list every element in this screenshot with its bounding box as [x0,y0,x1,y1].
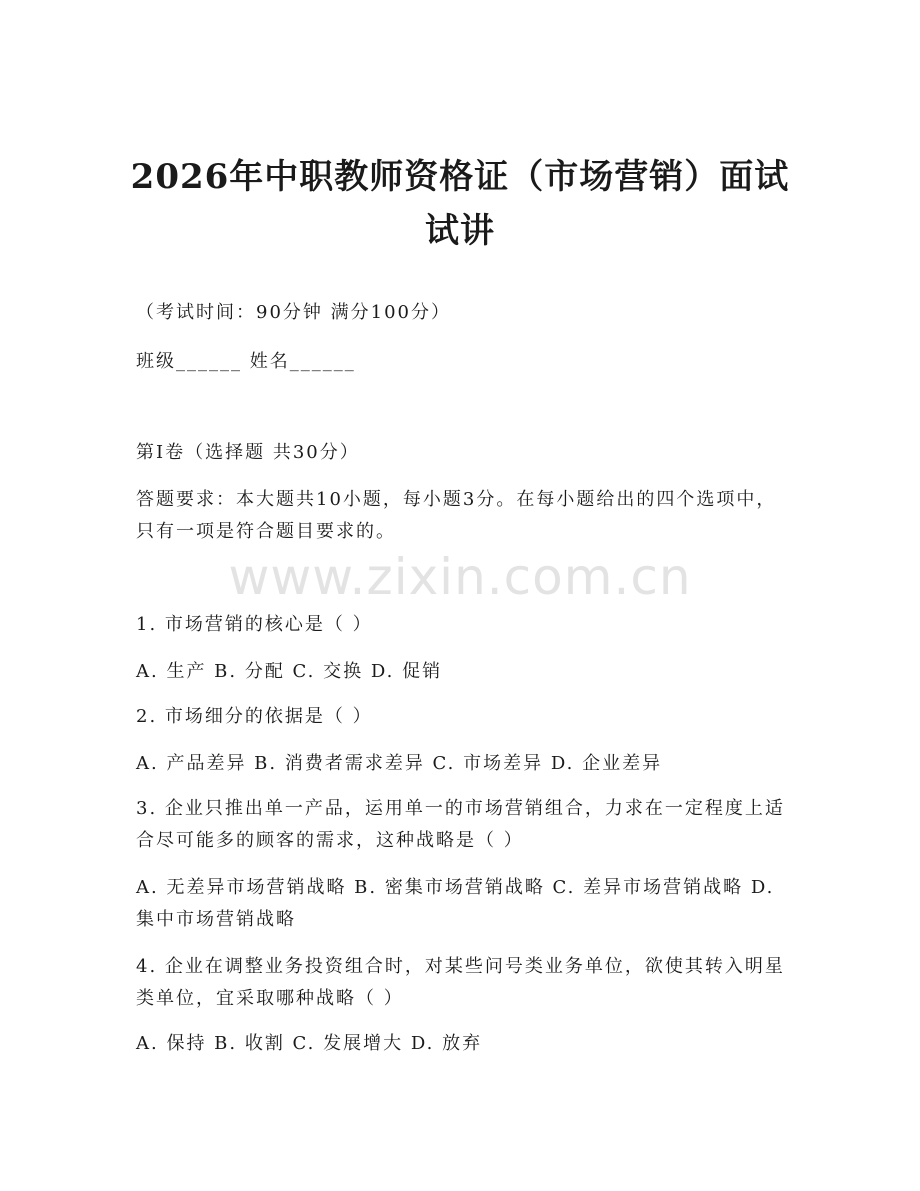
instructions: 答题要求：本大题共10小题，每小题3分。在每小题给出的四个选项中，只有一项是符合题目要求的。 [136,489,777,542]
exam-info: （考试时间：90分钟 满分100分） [136,302,451,323]
watermark: www.zixin.com.cn [228,548,692,606]
question-1-options: A. 生产 B. 分配 C. 交换 D. 促销 [136,661,443,682]
document-title: 2026年中职教师资格证（市场营销）面试试讲 [130,157,790,251]
question-1-stem: 1. 市场营销的核心是（ ） [136,614,373,635]
question-2-options: A. 产品差异 B. 消费者需求差异 C. 市场差异 D. 企业差异 [136,753,663,774]
question-3-stem: 3. 企业只推出单一产品，运用单一的市场营销组合，力求在一定程度上适合尽可能多的顾客的需求，这种战略是（ ） [136,798,785,851]
class-name-line: 班级______ 姓名______ [136,351,356,372]
question-4-stem: 4. 企业在调整业务投资组合时，对某些问号类业务单位，欲使其转入明星类单位，宜采取哪种战略（ ） [136,956,785,1009]
question-2-stem: 2. 市场细分的依据是（ ） [136,706,373,727]
section-heading: 第I卷（选择题 共30分） [136,442,360,463]
question-4-options: A. 保持 B. 收割 C. 发展增大 D. 放弃 [136,1033,483,1054]
question-3-options: A. 无差异市场营销战略 B. 密集市场营销战略 C. 差异市场营销战略 D. 集中市场营销战略 [136,877,775,930]
